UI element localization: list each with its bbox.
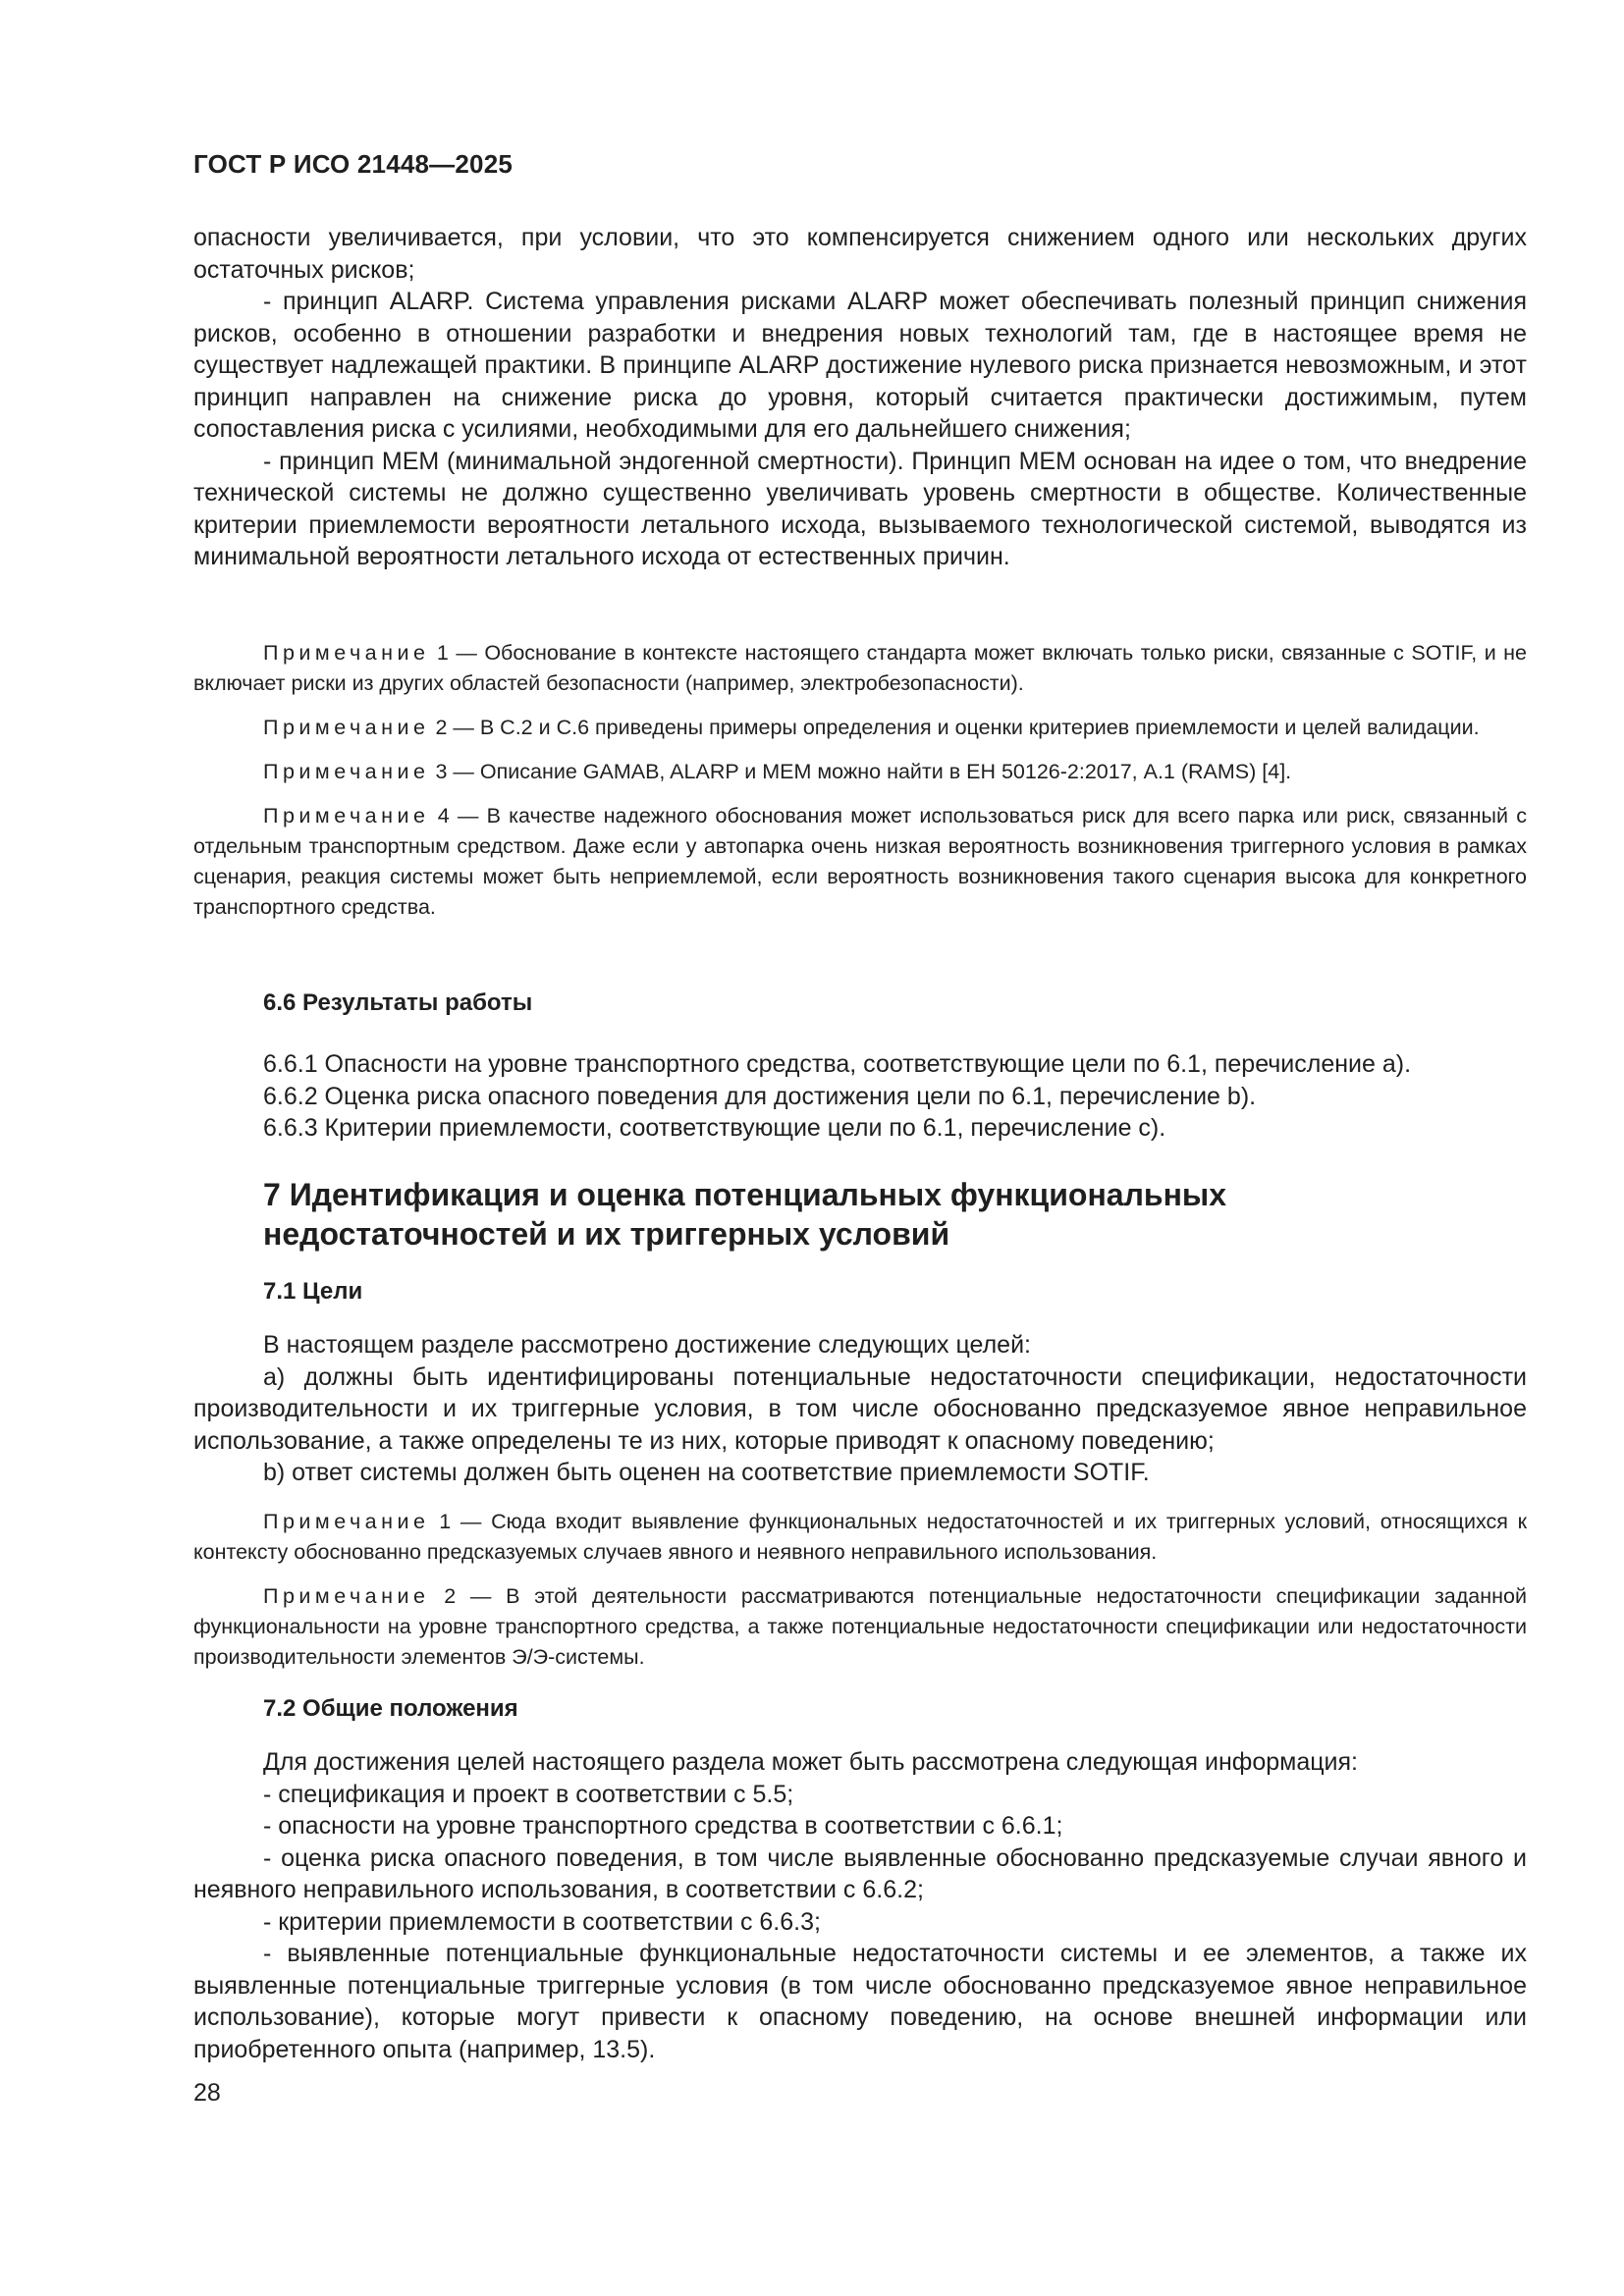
note-label: Примечание bbox=[263, 641, 430, 665]
list-item: 6.6.3 Критерии приемлемости, соответствующие цели по 6.1, перечисление с). bbox=[263, 1114, 1166, 1142]
continuation-text bbox=[193, 222, 1527, 573]
list-item: - оценка риска опасного поведения, в том числе выявленные обоснованно предсказуемые случаи явного и неявного неправильного использования, в соответствии с 6.6.2; bbox=[193, 1843, 1527, 1903]
list-item-b: b) ответ системы должен быть оценен на соответствие приемлемости SOTIF. bbox=[263, 1459, 1150, 1486]
note-number: 1 bbox=[436, 641, 449, 665]
list-item: 6.6.1 Опасности на уровне транспортного средства, соответствующие цели по 6.1, перечисление а). bbox=[263, 1050, 1412, 1078]
list-item: - критерии приемлемости в соответствии с 6.6.3; bbox=[263, 1907, 821, 1936]
list-item-a: а) должны быть идентифицированы потенциальные недостаточности спецификации, недостаточности производительности и их триггерные условия, в том числе обоснованно предсказуемое явное неправильное использование, а также определены те из них, которые приводят к опасному поведению; bbox=[193, 1362, 1527, 1455]
note-2 bbox=[193, 713, 1527, 743]
section-7-2 bbox=[193, 1695, 1527, 2065]
note-1 bbox=[193, 638, 1527, 699]
note-text: — Обоснование в контексте настоящего стандарта может включать только риски, связанные с SOTIF, и не включает риски из других областей безопасности (например, электробезопасности). bbox=[193, 641, 1527, 695]
section-heading: 7.1 Цели bbox=[263, 1278, 363, 1305]
document-header: ГОСТ Р ИСО 21448—2025 bbox=[193, 149, 514, 179]
paragraph-mem: - принцип MEM (минимальной эндогенной смертности). Принцип MEM основан на идее о том, что внедрение технической системы не должно существенно увеличивать уровень смертности в обществе. Количественные критерии приемлемости вероятности летального исхода, вызываемого технологической системой, выводятся из минимальной вероятности летального исхода от естественных причин. bbox=[193, 447, 1527, 570]
section-7-1 bbox=[193, 1278, 1527, 1673]
chapter-heading-line1: 7 Идентификация и оценка потенциальных функциональных bbox=[263, 1177, 1227, 1212]
note-2 bbox=[193, 1581, 1527, 1673]
note-text: — В этой деятельности рассматриваются потенциальные недостаточности спецификации заданной функциональности на уровне транспортного средства, а также потенциальные недостаточности спецификации или недостаточности производительности элементов Э/Э-системы. bbox=[193, 1583, 1527, 1669]
list-item: - опасности на уровне транспортного средства в соответствии с 6.6.1; bbox=[263, 1812, 1063, 1840]
note-label: Примечание bbox=[263, 716, 430, 739]
paragraph: Для достижения целей настоящего раздела может быть рассмотрена следующая информация: bbox=[263, 1748, 1358, 1776]
note-text: — Описание GAMAB, ALARP и MEM можно найти в ЕН 50126-2:2017, А.1 (RAMS) [4]. bbox=[453, 760, 1292, 783]
section-6-6 bbox=[193, 989, 1527, 1145]
list-item: - спецификация и проект в соответствии с 5.5; bbox=[263, 1780, 794, 1808]
note-label: Примечание bbox=[263, 760, 430, 783]
section-7 bbox=[193, 1175, 1527, 1254]
list-item: - выявленные потенциальные функциональные недостаточности системы и ее элементов, а также их выявленные потенциальные триггерные условия (в том числе обоснованно предсказуемое явное неправильное использование), которые могут привести к опасному поведению, на основе внешней информации или приобретенного опыта (например, 13.5). bbox=[193, 1940, 1527, 2063]
note-number: 2 bbox=[435, 716, 448, 739]
note-number: 1 bbox=[439, 1509, 452, 1533]
note-label: Примечание bbox=[263, 804, 430, 828]
note-3 bbox=[193, 757, 1527, 787]
paragraph: В настоящем разделе рассмотрено достижение следующих целей: bbox=[263, 1331, 1031, 1359]
paragraph: опасности увеличивается, при условии, что это компенсируется снижением одного или нескольких других остаточных рисков; bbox=[193, 224, 1527, 284]
notes-6 bbox=[193, 638, 1527, 923]
section-heading: 7.2 Общие положения bbox=[263, 1695, 518, 1722]
list-item: 6.6.2 Оценка риска опасного поведения для достижения цели по 6.1, перечисление b). bbox=[263, 1082, 1257, 1110]
note-number: 2 bbox=[444, 1583, 457, 1608]
note-text: — В качестве надежного обоснования может использоваться риск для всего парка или риск, связанный с отдельным транспортным средством. Даже если у автопарка очень низкая вероятность возникновения триггерного условия в рамках сценария, реакция системы может быть неприемлемой, если вероятность возникновения такого сценария высока для конкретного транспортного средства. bbox=[193, 804, 1527, 919]
note-number: 4 bbox=[437, 804, 450, 828]
chapter-heading-line2: недостаточностей и их триггерных условий bbox=[263, 1216, 950, 1252]
note-label: Примечание bbox=[263, 1509, 430, 1533]
note-label: Примечание bbox=[263, 1583, 430, 1608]
note-text: — Сюда входит выявление функциональных недостаточностей и их триггерных условий, относящихся к контексту обоснованно предсказуемых случаев явного и неявного неправильного использования. bbox=[193, 1509, 1527, 1564]
note-4 bbox=[193, 801, 1527, 923]
paragraph-alarp: - принцип ALARP. Система управления рисками ALARP может обеспечивать полезный принцип снижения рисков, особенно в отношении разработки и внедрения новых технологий там, где в настоящее время не существует надлежащей практики. В принципе ALARP достижение нулевого риска признается невозможным, и этот принцип направлен на снижение риска до уровня, который считается практически достижимым, путем сопоставления риска с усилиями, необходимыми для его дальнейшего снижения; bbox=[193, 288, 1527, 443]
section-heading: 6.6 Результаты работы bbox=[263, 989, 533, 1016]
note-number: 3 bbox=[435, 760, 448, 783]
note-1 bbox=[193, 1507, 1527, 1568]
note-text: — В С.2 и С.6 приведены примеры определения и оценки критериев приемлемости и целей валидации. bbox=[453, 716, 1480, 739]
page-number: 28 bbox=[193, 2079, 221, 2107]
